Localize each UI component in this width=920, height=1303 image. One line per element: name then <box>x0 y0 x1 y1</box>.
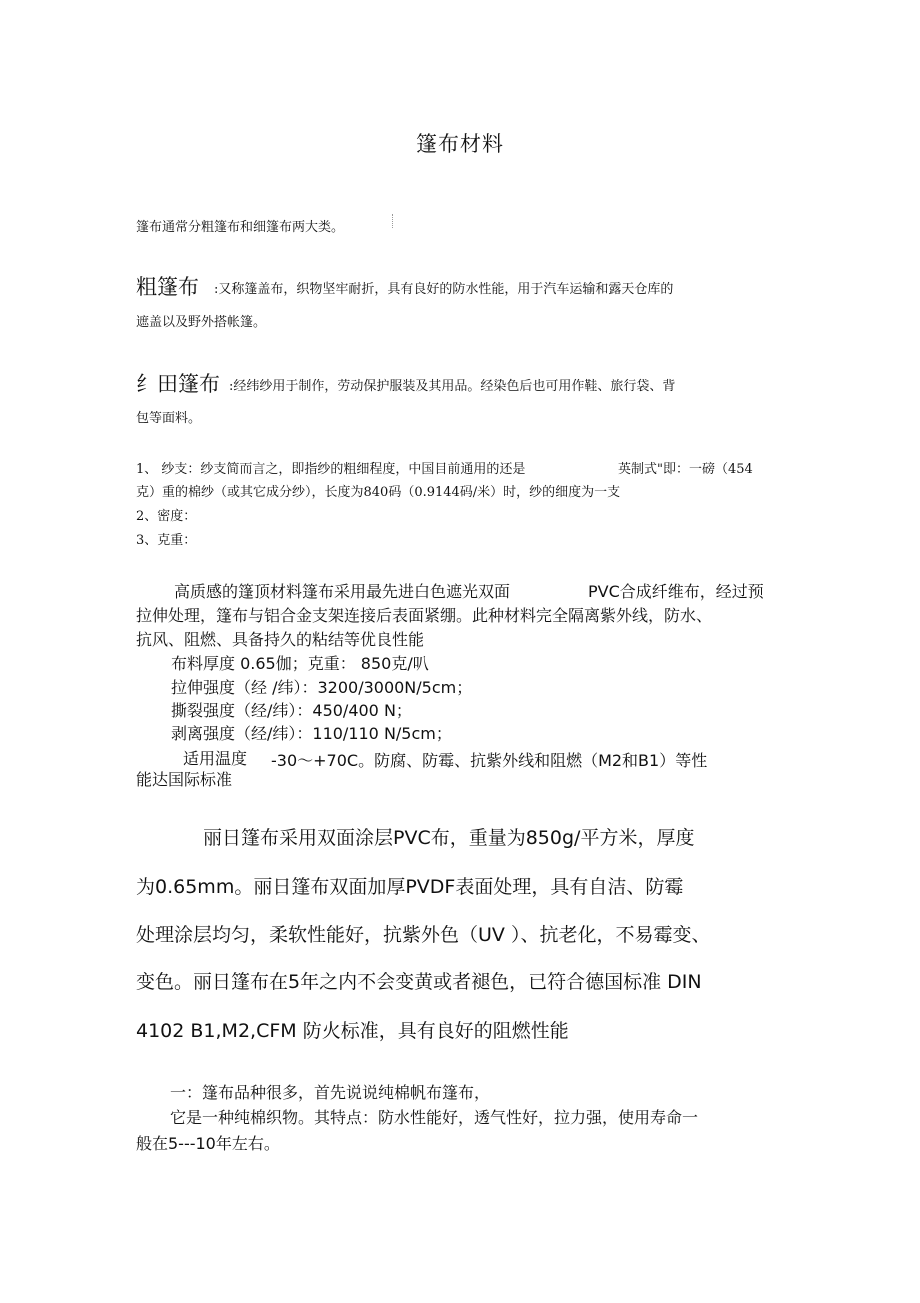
spec-tensile: 拉伸强度（经 /纬）：3200/3000N/5cm； <box>171 678 473 697</box>
canvas-line-3: 般在5---10年左右。 <box>136 1134 280 1153</box>
liri-line-5: 4102 B1,M2,CFM 防火标准，具有良好的阻燃性能 <box>136 1020 569 1042</box>
spec-temp-label: 适用温度 <box>183 749 248 768</box>
term-1-line-a: 1、 纱支：纱支简而言之，即指纱的粗细程度，中国目前通用的还是 <box>136 462 526 477</box>
spec-line-3: 抗风、阻燃、具备持久的粘结等优良性能 <box>136 630 425 649</box>
coarse-heading: 粗篷布 <box>136 275 199 299</box>
spec-line-1a: 高质感的篷顶材料篷布采用最先进白色遮光双面 <box>174 582 511 601</box>
intro-text: 篷布通常分粗篷布和细篷布两大类。 <box>136 220 345 235</box>
liri-line-2: 为0.65mm。丽日篷布双面加厚PVDF表面处理，具有自洁、防霉 <box>136 876 684 898</box>
liri-line-1: 丽日篷布采用双面涂层PVC布，重量为850g/平方米，厚度 <box>203 827 695 849</box>
term-1-line-c: 克）重的棉纱（或其它成分纱），长度为840码（0.9144码/米）时，纱的细度为一支 <box>136 485 621 500</box>
fine-heading: 纟田篷布 <box>136 372 220 396</box>
liri-line-3: 处理涂层均匀，柔软性能好，抗紫外色（UV ）、抗老化，不易霉变、 <box>136 924 711 946</box>
spec-line-1b: PVC合成纤维布，经过预 <box>588 582 764 601</box>
spec-temp-line-2: 能达国际标准 <box>136 770 233 789</box>
spec-thickness: 布料厚度 0.65伽；克重： 850克/叭 <box>171 654 429 673</box>
liri-line-4: 变色。丽日篷布在5年之内不会变黄或者褪色，已符合德国标准 DIN <box>136 971 702 993</box>
term-1-line-b: 英制式"即：一磅（454 <box>618 462 753 477</box>
coarse-line-2: 遮盖以及野外搭帐篷。 <box>136 315 267 330</box>
margin-mark <box>392 214 394 228</box>
term-2: 2、密度： <box>136 509 197 524</box>
spec-line-2: 拉伸处理，篷布与铝合金支架连接后表面紧绷。此种材料完全隔离紫外线，防水、 <box>136 606 713 625</box>
fine-line-1: :经纬纱用于制作，劳动保护服装及其用品。经染色后也可用作鞋、旅行袋、背 <box>229 379 676 394</box>
canvas-line-2: 它是一种纯棉织物。其特点：防水性能好，透气性好，拉力强，使用寿命一 <box>170 1108 699 1127</box>
spec-temp-value: -30～+70C。防腐、防霉、抗紫外线和阻燃（M2和B1）等性 <box>271 751 708 770</box>
page-title: 篷布材料 <box>416 132 504 156</box>
coarse-line-1: :又称篷盖布，织物坚牢耐折，具有良好的防水性能，用于汽车运输和露天仓库的 <box>214 282 674 297</box>
spec-tear: 撕裂强度（经/纬）：450/400 N； <box>171 701 412 720</box>
spec-peel: 剥离强度（经/纬）：110/110 N/5cm； <box>171 724 452 743</box>
term-3: 3、克重： <box>136 533 197 548</box>
canvas-line-1: 一：篷布品种很多，首先说说纯棉帆布篷布， <box>170 1083 491 1102</box>
fine-line-2: 包等面料。 <box>136 411 202 426</box>
